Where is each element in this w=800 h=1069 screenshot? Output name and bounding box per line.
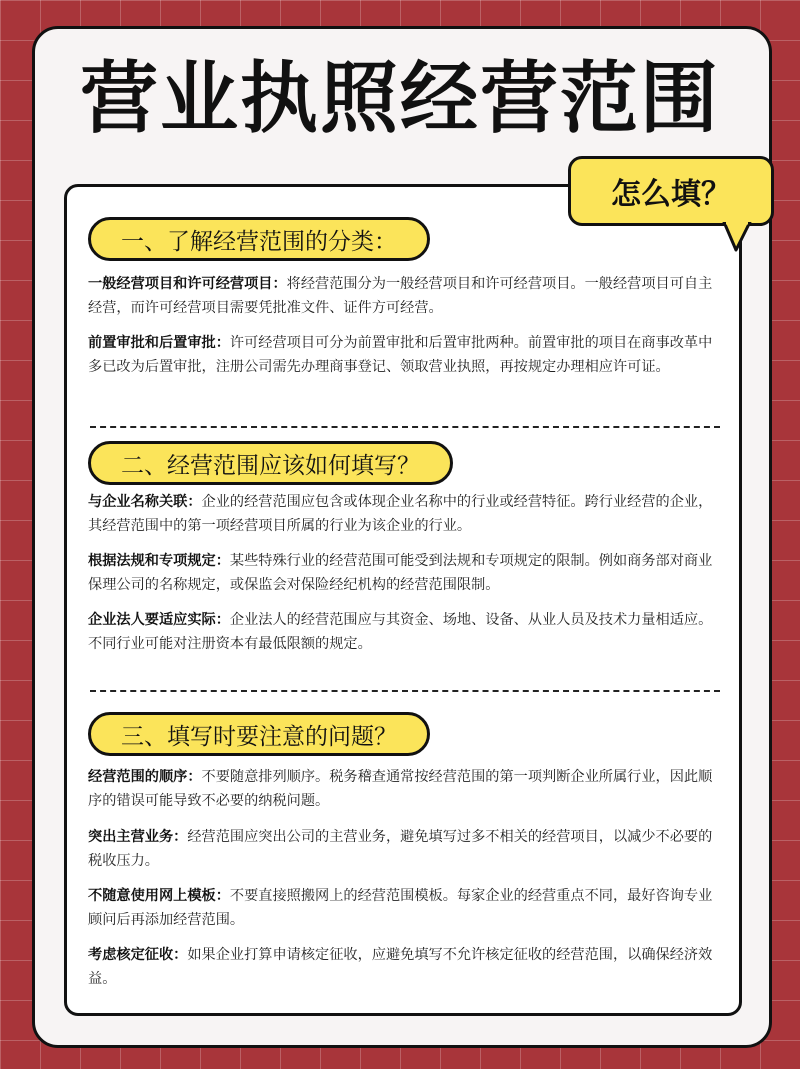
page-title: 营业执照经营范围 (79, 54, 720, 144)
paragraph-text: 企业法人的经营范围应与其资金、场地、设备、从业人员及技术力量相适应。不同行业可能对注册资本有最低限额的规定。 (88, 612, 713, 652)
paragraph-pre-post-approval (88, 331, 722, 379)
paragraph-label: 经营范围的顺序： (88, 769, 202, 785)
paragraph-text: 将经营范围分为一般经营项目和许可经营项目。一般经营项目可自主经营，而许可经营项目需要凭批准文件、证件方可经营。 (88, 276, 713, 316)
paragraph-general-licensed (88, 272, 722, 320)
paragraph-label: 企业法人要适应实际： (88, 612, 230, 628)
paragraph-text: 许可经营项目可分为前置审批和后置审批两种。前置审批的项目在商事改革中多已改为后置审批，注册公司需先办理商事登记、领取营业执照，再按规定办理相应许可证。 (88, 335, 713, 375)
paragraph-regulations (88, 549, 722, 597)
divider-2 (90, 690, 720, 692)
paragraph-legal-person (88, 608, 722, 656)
paragraph-label: 一般经营项目和许可经营项目： (88, 276, 287, 292)
paragraph-text: 不要直接照搬网上的经营范围模板。每家企业的经营重点不同，最好咨询专业顾问后再添加经营范围。 (88, 888, 713, 928)
paragraph-label: 根据法规和专项规定： (88, 553, 230, 569)
subtitle-text: 怎么填？ (611, 177, 731, 212)
paragraph-label: 考虑核定征收： (88, 947, 188, 963)
speech-tail-icon (720, 222, 760, 252)
paragraph-company-name (88, 490, 722, 538)
paragraph-text: 如果企业打算申请核定征收，应避免填写不允许核定征收的经营范围，以确保经济效益。 (88, 947, 713, 987)
section-heading-2: 二、经营范围应该如何填写？ (88, 441, 453, 485)
paragraph-assessed-tax (88, 943, 722, 991)
section-heading-1: 一、了解经营范围的分类： (88, 217, 430, 261)
paragraph-label: 不随意使用网上模板： (88, 888, 230, 904)
subtitle-bubble (568, 156, 774, 226)
section-heading-3: 三、填写时要注意的问题？ (88, 712, 430, 756)
divider-1 (90, 426, 720, 428)
paragraph-label: 前置审批和后置审批： (88, 335, 230, 351)
paragraph-templates (88, 884, 722, 932)
paragraph-order (88, 765, 722, 813)
paragraph-text: 某些特殊行业的经营范围可能受到法规和专项规定的限制。例如商务部对商业保理公司的名称规定，或保监会对保险经纪机构的经营范围限制。 (88, 553, 713, 593)
paragraph-label: 突出主营业务： (88, 829, 188, 845)
paragraph-main-business (88, 825, 722, 873)
paragraph-label: 与企业名称关联： (88, 494, 202, 510)
paragraph-text: 经营范围应突出公司的主营业务，避免填写过多不相关的经营项目，以减少不必要的税收压力。 (88, 829, 713, 869)
paragraph-text: 企业的经营范围应包含或体现企业名称中的行业或经营特征。跨行业经营的企业，其经营范围中的第一项经营项目所属的行业为该企业的行业。 (88, 494, 713, 534)
paragraph-text: 不要随意排列顺序。税务稽查通常按经营范围的第一项判断企业所属行业，因此顺序的错误可能导致不必要的纳税问题。 (88, 769, 713, 809)
